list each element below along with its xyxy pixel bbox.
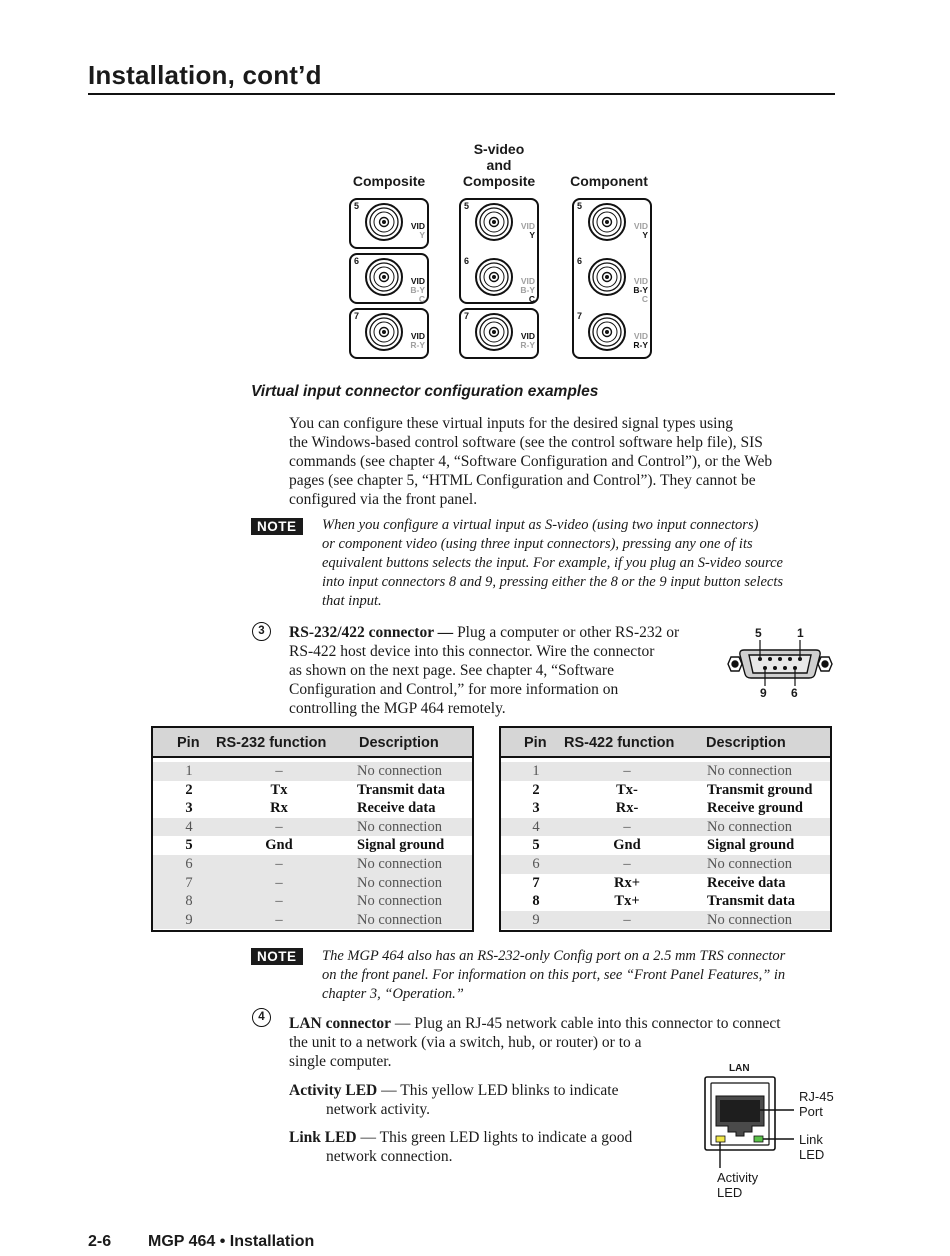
cell-function: – — [623, 818, 631, 835]
signal-ry: R-Y — [520, 340, 535, 350]
cell-description: Transmit ground — [707, 781, 813, 798]
bnc-jack-icon — [476, 204, 512, 240]
cell-pin: 2 — [532, 781, 540, 798]
cell-description: No connection — [357, 893, 442, 910]
bnc-jack-icon — [366, 314, 402, 350]
text-line: chapter 3, “Operation.” — [322, 986, 464, 1002]
table-row — [501, 799, 830, 818]
text-run: — Plug an RJ-45 network cable into this connector to connect — [391, 1015, 781, 1032]
cell-function: – — [623, 911, 631, 928]
dsub-pin-label: 5 — [755, 626, 762, 640]
signal-labels — [632, 222, 648, 240]
signal-labels — [519, 222, 535, 240]
cell-description: Transmit data — [707, 893, 795, 910]
col-label-line: S-video — [473, 141, 525, 157]
cell-pin: 9 — [532, 911, 540, 928]
step-number-circle: 4 — [252, 1008, 271, 1027]
dsub-connector-diagram — [722, 626, 838, 702]
cell-function: Rx+ — [614, 874, 640, 891]
table-row — [153, 781, 472, 800]
text-line: that input. — [322, 593, 382, 609]
signal-c: C — [418, 294, 425, 304]
cell-function: Rx- — [615, 800, 639, 817]
table-row — [153, 892, 472, 911]
signal-labels — [409, 222, 425, 240]
header-pin: Pin — [177, 735, 200, 751]
signal-c: C — [641, 294, 648, 304]
signal-c: C — [528, 294, 535, 304]
text-run: — This yellow LED blinks to indicate — [377, 1082, 619, 1099]
connector-number: 6 — [577, 256, 583, 266]
cell-description: Signal ground — [707, 837, 795, 854]
section-heading: Virtual input connector configuration examples — [251, 383, 599, 400]
signal-by: B-Y — [633, 285, 648, 295]
signal-labels — [519, 277, 535, 304]
signal-labels — [409, 277, 425, 304]
note-badge: NOTE — [251, 948, 303, 965]
cell-pin: 1 — [532, 763, 540, 779]
bnc-jacks — [330, 140, 670, 365]
col-label-line: Composite — [462, 173, 536, 189]
bnc-jack-icon — [589, 314, 625, 350]
footer-title: MGP 464 • Installation — [148, 1233, 315, 1250]
col-label-line: Component — [570, 173, 648, 189]
text-line: RS-422 host device into this connector. Wire the connector — [289, 643, 655, 660]
rj45-port-label — [799, 1089, 834, 1119]
dsub-pin-label: 1 — [797, 626, 804, 640]
activity-led-title: Activity LED — [289, 1082, 378, 1099]
text-line: the Windows-based control software (see the control software help file), SIS — [289, 434, 763, 451]
label-line: LED — [799, 1147, 825, 1162]
step3-text — [289, 623, 719, 718]
text-line — [289, 623, 719, 642]
cell-description: No connection — [707, 818, 792, 835]
label-line: Activity — [717, 1170, 759, 1185]
header-description: Description — [359, 735, 439, 751]
cell-function: – — [623, 856, 631, 872]
link-led-title: Link LED — [289, 1129, 357, 1146]
text-line: Configuration and Control,” for more information on — [289, 681, 619, 698]
link-led-text — [289, 1128, 699, 1166]
cell-pin: 8 — [185, 893, 193, 910]
header-function: RS-232 function — [216, 735, 327, 751]
connector-number: 7 — [577, 311, 583, 321]
text-line: The MGP 464 also has an RS-232-only Config port on a 2.5 mm TRS connector — [322, 948, 786, 964]
table-row — [153, 799, 472, 818]
table-row — [153, 855, 472, 874]
signal-labels — [519, 332, 535, 350]
cell-function: Tx+ — [614, 893, 640, 910]
text-run: — This green LED lights to indicate a good — [356, 1129, 633, 1146]
lan-label: LAN — [729, 1063, 750, 1074]
signal-vid: VID — [410, 331, 425, 341]
cell-pin: 5 — [185, 837, 193, 854]
cell-description: No connection — [357, 911, 442, 928]
cell-function: – — [275, 911, 283, 928]
signal-vid: VID — [410, 221, 425, 231]
step4-title: LAN connector — [289, 1015, 392, 1032]
page-title: Installation, cont’d — [88, 60, 322, 90]
table-row — [153, 911, 472, 930]
cell-pin: 7 — [532, 874, 540, 891]
cell-function: – — [275, 856, 283, 872]
label-line: RJ-45 — [799, 1089, 834, 1104]
rs232-pin-table — [151, 726, 474, 932]
signal-vid: VID — [633, 221, 648, 231]
bnc-jack-icon — [476, 259, 512, 295]
activity-led-text — [289, 1081, 689, 1119]
cell-function: Tx — [270, 781, 288, 798]
table-row — [153, 818, 472, 837]
signal-vid: VID — [520, 221, 535, 231]
text-line: into input connectors 8 and 9, pressing either the 8 or the 9 input button selects — [322, 574, 783, 590]
cell-description: Signal ground — [357, 837, 445, 854]
cell-description: No connection — [357, 818, 442, 835]
cell-pin: 5 — [532, 837, 540, 854]
lan-port-diagram — [700, 1062, 850, 1202]
bnc-jack-icon — [366, 259, 402, 295]
cell-pin: 6 — [185, 856, 193, 872]
table-row — [501, 781, 830, 800]
text-line: commands (see chapter 4, “Software Configuration and Control”), or the Web — [289, 453, 773, 470]
signal-vid: VID — [520, 331, 535, 341]
cell-pin: 4 — [185, 818, 193, 835]
title-rule — [88, 93, 835, 95]
text-line: network connection. — [326, 1148, 453, 1165]
label-line: Link — [799, 1132, 823, 1147]
text-run: Plug a computer or other RS-232 or — [453, 624, 680, 641]
bnc-jack-icon — [589, 204, 625, 240]
signal-labels — [632, 332, 648, 350]
table-row — [501, 911, 830, 930]
link-led-swatch — [754, 1136, 763, 1142]
note-badge: NOTE — [251, 518, 303, 535]
cell-description: No connection — [357, 763, 442, 779]
intro-paragraph — [289, 414, 834, 509]
cell-pin: 4 — [532, 818, 540, 835]
header-pin: Pin — [524, 735, 547, 751]
signal-ry: R-Y — [410, 340, 425, 350]
bnc-jack-icon — [366, 204, 402, 240]
table-row — [501, 762, 830, 781]
table-row — [501, 836, 830, 855]
signal-vid: VID — [633, 276, 648, 286]
table-row — [153, 874, 472, 893]
text-line: pages (see chapter 5, “HTML Configuration and Control”). They cannot be — [289, 472, 756, 489]
footer-page-number: 2-6 — [88, 1233, 112, 1250]
text-line: equivalent buttons selects the input. For example, if you plug an S-video source — [322, 555, 783, 571]
header-function: RS-422 function — [564, 735, 675, 751]
rs422-pin-table — [499, 726, 832, 932]
signal-vid: VID — [520, 276, 535, 286]
cell-pin: 9 — [185, 911, 193, 928]
cell-function: – — [275, 893, 283, 910]
step3-title: RS-232/422 connector — — [289, 624, 454, 641]
note-text — [322, 516, 842, 611]
cell-description: Receive data — [707, 874, 786, 891]
cell-function: Rx — [270, 800, 288, 817]
cell-function: – — [275, 763, 283, 779]
connector-number: 7 — [354, 311, 360, 321]
table-row — [153, 762, 472, 781]
cell-pin: 8 — [532, 893, 540, 910]
signal-labels — [632, 277, 648, 304]
text-line — [289, 1128, 699, 1147]
text-line — [289, 1081, 689, 1100]
connector-diagram — [330, 140, 670, 365]
signal-vid: VID — [410, 276, 425, 286]
cell-function: – — [275, 874, 283, 891]
cell-pin: 1 — [185, 763, 193, 779]
text-line: on the front panel. For information on this port, see “Front Panel Features,” in — [322, 967, 786, 983]
text-line: controlling the MGP 464 remotely. — [289, 700, 506, 717]
table-row — [153, 836, 472, 855]
signal-y: Y — [419, 230, 425, 240]
cell-description: No connection — [707, 856, 792, 872]
table-header — [501, 728, 830, 758]
cell-function: Tx- — [616, 781, 638, 798]
text-line: network activity. — [326, 1101, 431, 1118]
activity-led-swatch — [716, 1136, 725, 1142]
table-row — [501, 855, 830, 874]
label-line: LED — [717, 1185, 743, 1200]
cell-pin: 3 — [185, 800, 193, 817]
signal-by: B-Y — [520, 285, 535, 295]
text-line: When you configure a virtual input as S-video (using two input connectors) — [322, 517, 759, 533]
text-line: You can configure these virtual inputs for the desired signal types using — [289, 415, 733, 432]
dsub-pin-label: 6 — [791, 686, 798, 700]
connector-number: 5 — [464, 201, 470, 211]
signal-by: B-Y — [410, 285, 425, 295]
connector-number: 6 — [464, 256, 470, 266]
dsub-connector-icon — [722, 626, 838, 702]
header-description: Description — [706, 735, 786, 751]
connector-number: 5 — [577, 201, 583, 211]
cell-description: Receive data — [357, 800, 436, 817]
signal-labels — [409, 332, 425, 350]
col-label-line: and — [486, 157, 512, 173]
text-line: configured via the front panel. — [289, 491, 478, 508]
signal-y: Y — [529, 230, 535, 240]
cell-description: Receive ground — [707, 800, 803, 817]
table-row — [501, 818, 830, 837]
activity-led-label — [717, 1170, 758, 1200]
table-header — [153, 728, 472, 758]
cell-function: Gnd — [613, 837, 641, 854]
text-line: the unit to a network (via a switch, hub, or router) or to a — [289, 1034, 642, 1051]
signal-vid: VID — [633, 331, 648, 341]
connector-number: 7 — [464, 311, 470, 321]
cell-function: – — [623, 763, 631, 779]
cell-description: No connection — [357, 856, 442, 872]
connector-number: 6 — [354, 256, 360, 266]
dsub-pin-label: 9 — [760, 686, 767, 700]
note-text — [322, 947, 842, 1004]
col-label-line: Composite — [352, 173, 426, 189]
cell-pin: 7 — [185, 874, 193, 891]
cell-pin: 6 — [532, 856, 540, 872]
signal-ry: R-Y — [633, 340, 648, 350]
label-line: Port — [799, 1104, 823, 1119]
cell-description: No connection — [357, 874, 442, 891]
table-row — [501, 874, 830, 893]
text-line: as shown on the next page. See chapter 4, “Software — [289, 662, 614, 679]
cell-function: Gnd — [265, 837, 293, 854]
cell-description: No connection — [707, 763, 792, 779]
table-row — [501, 892, 830, 911]
connector-number: 5 — [354, 201, 360, 211]
text-line: single computer. — [289, 1053, 392, 1070]
bnc-jack-icon — [476, 314, 512, 350]
text-line: or component video (using three input connectors), pressing any one of its — [322, 536, 753, 552]
text-line — [289, 1014, 839, 1033]
cell-description: Transmit data — [357, 781, 445, 798]
step-number-circle: 3 — [252, 622, 271, 641]
cell-description: No connection — [707, 911, 792, 928]
bnc-jack-icon — [589, 259, 625, 295]
cell-function: – — [275, 818, 283, 835]
link-led-label — [799, 1132, 824, 1162]
cell-pin: 2 — [185, 781, 193, 798]
signal-y: Y — [642, 230, 648, 240]
cell-pin: 3 — [532, 800, 540, 817]
